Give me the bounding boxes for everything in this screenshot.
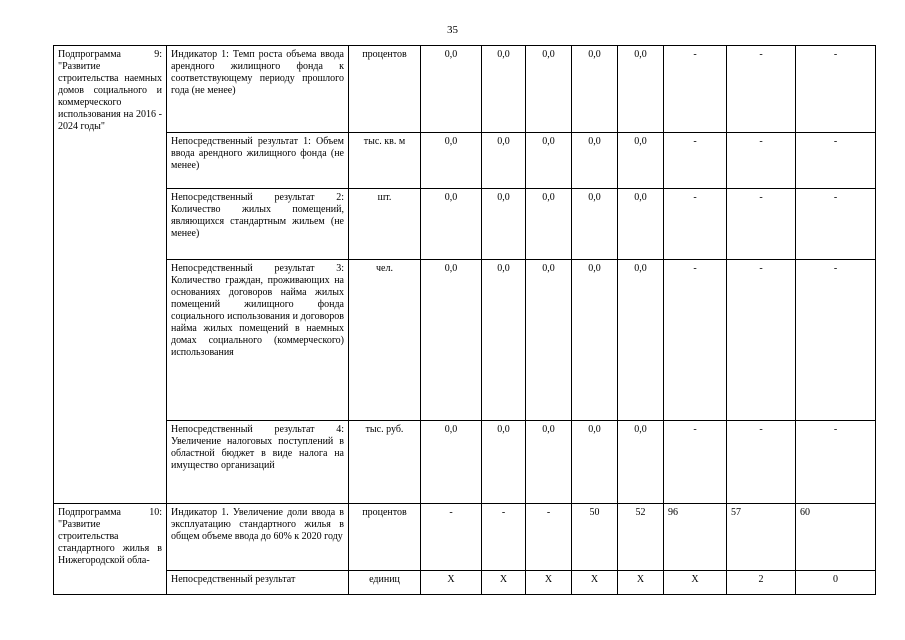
- program10-name: Подпрограмма 10: "Развитие строительства стандартного жилья в Нижегородской обла-: [54, 504, 167, 595]
- value-cell: X: [572, 571, 618, 595]
- value-cell: -: [526, 504, 572, 571]
- table-row: [54, 133, 876, 189]
- value-cell: -: [664, 421, 727, 504]
- value-cell: X: [421, 571, 482, 595]
- value-cell: -: [664, 133, 727, 189]
- value-cell: 0,0: [421, 421, 482, 504]
- value-cell: -: [796, 421, 876, 504]
- indicators-table: [53, 45, 876, 595]
- value-cell: -: [482, 504, 526, 571]
- unit-cell: процентов: [349, 504, 421, 571]
- value-cell: -: [796, 46, 876, 133]
- value-cell: 0,0: [482, 46, 526, 133]
- value-cell: 0,0: [618, 421, 664, 504]
- value-cell: 0: [796, 571, 876, 595]
- value-cell: 52: [618, 504, 664, 571]
- value-cell: 0,0: [482, 421, 526, 504]
- value-cell: -: [727, 133, 796, 189]
- value-cell: -: [727, 189, 796, 260]
- value-cell: 0,0: [482, 260, 526, 421]
- value-cell: -: [664, 189, 727, 260]
- value-cell: X: [526, 571, 572, 595]
- page-number: 35: [447, 24, 458, 36]
- table-row: [54, 189, 876, 260]
- unit-cell: шт.: [349, 189, 421, 260]
- unit-cell: тыс. руб.: [349, 421, 421, 504]
- table-row: [54, 571, 876, 595]
- value-cell: X: [482, 571, 526, 595]
- value-cell: 60: [796, 504, 876, 571]
- unit-cell: единиц: [349, 571, 421, 595]
- value-cell: 96: [664, 504, 727, 571]
- value-cell: -: [796, 133, 876, 189]
- indicator-cell: Непосредственный результат 4: Увеличение налоговых поступлений в областной бюджет в виде налога на имущество организаций: [167, 421, 349, 504]
- indicator-cell: Индикатор 1: Темп роста объема ввода арендного жилищного фонда к соответствующему периоду прошлого года (не менее): [167, 46, 349, 133]
- value-cell: 0,0: [572, 133, 618, 189]
- value-cell: -: [727, 46, 796, 133]
- value-cell: 0,0: [572, 421, 618, 504]
- value-cell: 50: [572, 504, 618, 571]
- program10-rows: [54, 504, 876, 595]
- indicator-cell: Индикатор 1. Увеличение доли ввода в эксплуатацию стандартного жилья в общем объеме ввода до 60% к 2020 году: [167, 504, 349, 571]
- unit-cell: чел.: [349, 260, 421, 421]
- value-cell: 0,0: [421, 260, 482, 421]
- value-cell: 0,0: [421, 133, 482, 189]
- value-cell: 0,0: [421, 46, 482, 133]
- value-cell: 0,0: [421, 189, 482, 260]
- value-cell: -: [664, 46, 727, 133]
- value-cell: 57: [727, 504, 796, 571]
- table-row: [54, 421, 876, 504]
- value-cell: 0,0: [572, 46, 618, 133]
- table-row: [54, 260, 876, 421]
- table-row: [54, 504, 876, 571]
- value-cell: 0,0: [482, 133, 526, 189]
- value-cell: -: [727, 260, 796, 421]
- indicator-cell: Непосредственный результат 1: Объем ввода арендного жилищного фонда (не менее): [167, 133, 349, 189]
- value-cell: -: [421, 504, 482, 571]
- value-cell: -: [796, 189, 876, 260]
- value-cell: 0,0: [482, 189, 526, 260]
- unit-cell: процентов: [349, 46, 421, 133]
- value-cell: 0,0: [618, 189, 664, 260]
- value-cell: -: [727, 421, 796, 504]
- program9-rows: [54, 46, 876, 504]
- value-cell: 0,0: [526, 260, 572, 421]
- value-cell: 0,0: [526, 46, 572, 133]
- value-cell: 0,0: [618, 46, 664, 133]
- indicator-cell: Непосредственный результат: [167, 571, 349, 595]
- value-cell: 0,0: [526, 189, 572, 260]
- value-cell: 0,0: [572, 260, 618, 421]
- value-cell: 0,0: [618, 133, 664, 189]
- value-cell: 0,0: [526, 133, 572, 189]
- indicator-cell: Непосредственный результат 2: Количество жилых помещений, являющихся стандартным жильем (не менее): [167, 189, 349, 260]
- value-cell: -: [796, 260, 876, 421]
- indicator-cell: Непосредственный результат 3: Количество граждан, проживающих на основаниях договоров найма жилых помещений жилищного фонда социального использования и договоров найма жилых помещений в наемных домах социального (коммерческого) использования: [167, 260, 349, 421]
- value-cell: X: [664, 571, 727, 595]
- program9-name: Подпрограмма 9: "Развитие строительства наемных домов социального и коммерческого использования на 2016 - 2024 годы": [54, 46, 167, 504]
- value-cell: 0,0: [526, 421, 572, 504]
- value-cell: -: [664, 260, 727, 421]
- value-cell: 2: [727, 571, 796, 595]
- unit-cell: тыс. кв. м: [349, 133, 421, 189]
- value-cell: 0,0: [618, 260, 664, 421]
- value-cell: X: [618, 571, 664, 595]
- value-cell: 0,0: [572, 189, 618, 260]
- table-row: [54, 46, 876, 133]
